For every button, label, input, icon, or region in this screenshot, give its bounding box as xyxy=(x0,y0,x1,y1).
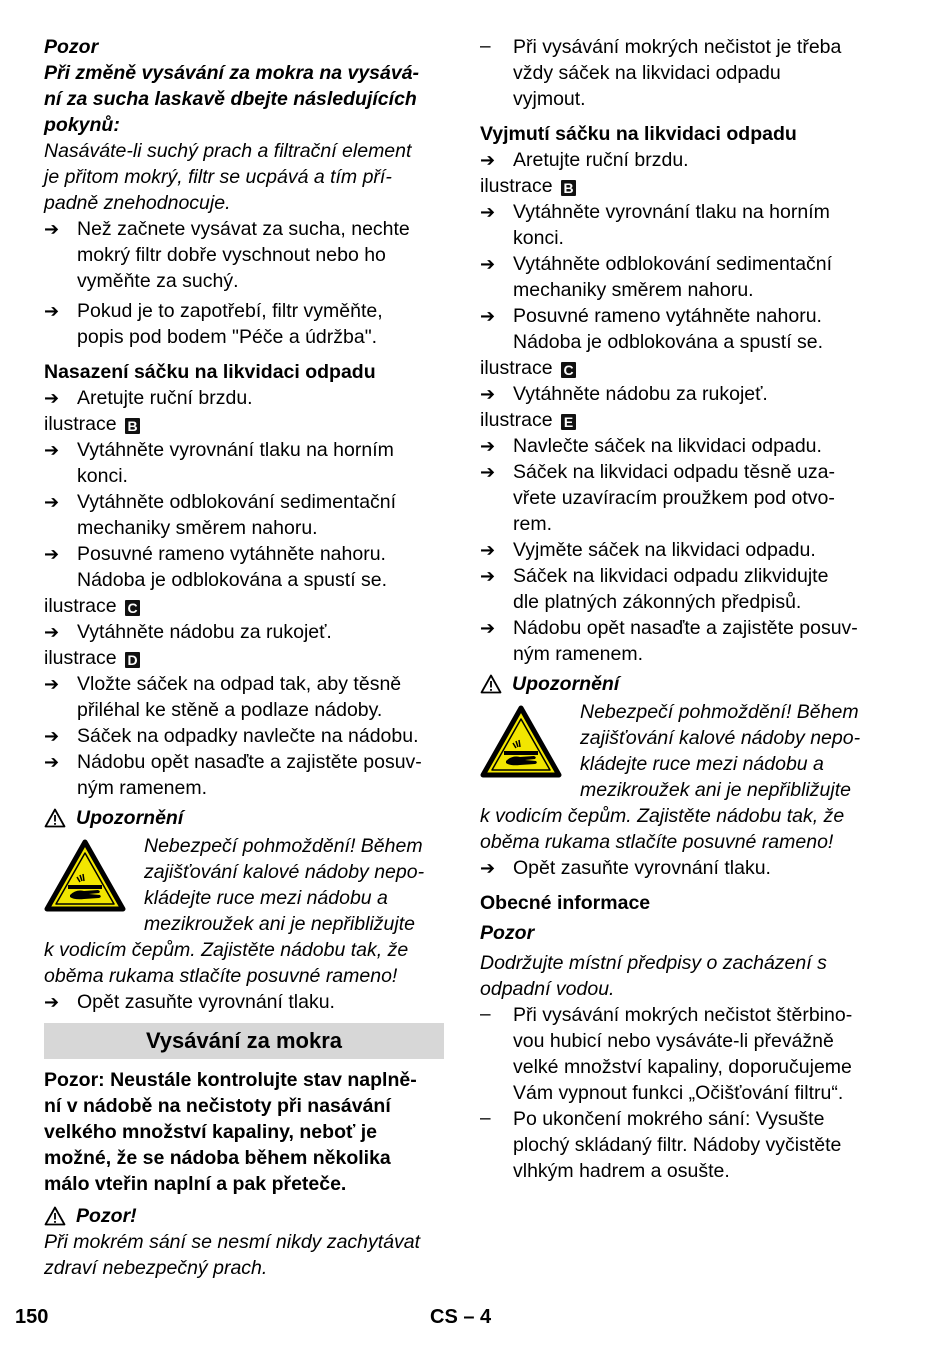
pozor-title: Pozor xyxy=(44,36,99,58)
instruction-step: ➔ Vytáhněte nádobu za rukojeť. xyxy=(480,383,768,405)
instruction-step xyxy=(44,385,444,411)
warning-triangle-icon xyxy=(480,674,502,694)
warning-block: Nebezpečí pohmoždění! Během zajišťování kalové nádoby nepo- kládejte ruce mezi nádobu a mezikroužek ani je nepřibližujte k vodicím čepům. Zajistěte nádobu tak, že oběma rukama stlačíte posuvné rameno! xyxy=(480,701,861,853)
illustration-ref: ilustrace C xyxy=(480,355,880,381)
arrow-icon: ➔ xyxy=(44,726,60,746)
arrow-icon: ➔ xyxy=(44,492,60,512)
illustration-ref: ilustrace B xyxy=(480,173,880,199)
instruction-step: ➔ Nádobu opět nasaďte a zajistěte posuv- ným ramenem. xyxy=(44,751,422,799)
pozor-italic-text xyxy=(44,138,444,216)
text-line: pokynů: xyxy=(44,114,120,136)
arrow-icon: ➔ xyxy=(480,436,496,456)
heading-remove-bag: Vyjmutí sáčku na likvidaci odpadu xyxy=(480,123,797,145)
text-line: popis pod bodem "Péče a údržba". xyxy=(77,326,378,348)
instruction-step: ➔ Vytáhněte odblokování sedimentační mechaniky směrem nahoru. xyxy=(480,253,833,301)
arrow-icon: ➔ xyxy=(480,254,496,274)
pozor-bold-text xyxy=(44,60,444,138)
arrow-icon: ➔ xyxy=(44,752,60,772)
warning-triangle-icon xyxy=(44,1206,66,1226)
illustration-ref: ilustrace C xyxy=(44,593,444,619)
arrow-icon: ➔ xyxy=(44,622,60,642)
warning-triangle-icon xyxy=(44,808,66,828)
figure-c-icon: C xyxy=(125,600,140,616)
instruction-step: ➔ Opět zasuňte vyrovnání tlaku. xyxy=(480,857,771,879)
text-line: mokrý filtr dobře vyschnout nebo ho xyxy=(77,244,386,266)
text-line: ní za sucha laskavě dbejte následujících xyxy=(44,88,417,110)
arrow-icon: ➔ xyxy=(480,462,496,482)
instruction-step: ➔ Vytáhněte vyrovnání tlaku na horním konci. xyxy=(480,201,830,249)
text-line: vyměňte za suchý. xyxy=(77,270,239,292)
instruction-step: ➔ Posuvné rameno vytáhněte nahoru. Nádoba je odblokována a spustí se. xyxy=(480,305,824,353)
hand-crush-hazard-icon xyxy=(480,705,562,779)
instruction-step: ➔ Sáček na likvidaci odpadu těsně uza- vřete uzavíracím proužkem pod otvo- rem. xyxy=(480,461,835,535)
illustration-ref: ilustrace D xyxy=(44,645,444,671)
instruction-step: ➔ Vytáhněte odblokování sedimentační mechaniky směrem nahoru. xyxy=(44,491,397,539)
dash-icon: – xyxy=(480,1004,491,1025)
dash-icon: – xyxy=(480,36,491,57)
heading-general-info: Obecné informace xyxy=(480,892,651,914)
instruction-step: ➔ Opět zasuňte vyrovnání tlaku. xyxy=(44,991,335,1013)
instruction-step: ➔ Posuvné rameno vytáhněte nahoru. Nádoba je odblokována a spustí se. xyxy=(44,543,388,591)
instruction-step xyxy=(44,216,444,294)
illustration-ref: ilustrace E xyxy=(480,407,880,433)
arrow-icon: ➔ xyxy=(480,858,496,878)
figure-b-icon: B xyxy=(561,180,576,196)
warning-title: Upozornění xyxy=(44,805,444,831)
arrow-icon: ➔ xyxy=(480,306,496,326)
arrow-icon: ➔ xyxy=(44,674,60,694)
instruction-step: ➔ Sáček na likvidaci odpadu zlikvidujte dle platných zákonných předpisů. xyxy=(480,565,829,613)
dash-icon: – xyxy=(480,1108,491,1129)
left-column xyxy=(44,34,444,1281)
instruction-step: ➔ Vložte sáček na odpad tak, aby těsně přiléhal ke stěně a podlaze nádoby. xyxy=(44,673,402,721)
arrow-icon: ➔ xyxy=(44,544,60,564)
pozor2-text: Při mokrém sání se nesmí nikdy zachytávat zdraví nebezpečný prach. xyxy=(44,1231,421,1279)
instruction-step: ➔ Vytáhněte vyrovnání tlaku na horním konci. xyxy=(44,439,394,487)
section-title-wet-vacuuming: Vysávání za mokra xyxy=(44,1023,444,1059)
language-page-label: CS – 4 xyxy=(430,1306,492,1328)
right-column xyxy=(480,34,880,1184)
text-line: Při změně vysávání za mokra na vysává- xyxy=(44,62,420,84)
illustration-ref: ilustrace B xyxy=(44,411,444,437)
instruction-step: ➔ Sáček na odpadky navlečte na nádobu. xyxy=(44,725,419,747)
pozor2-title: Pozor! xyxy=(44,1203,444,1229)
arrow-icon: ➔ xyxy=(480,618,496,638)
arrow-icon: ➔ xyxy=(480,540,496,560)
text-line: je přitom mokrý, filtr se ucpává a tím pří- xyxy=(44,166,392,188)
heading-insert-bag: Nasazení sáčku na likvidaci odpadu xyxy=(44,361,376,383)
wet-warning-bold: Pozor: Neustále kontrolujte stav naplně- ní v nádobě na nečistoty při nasávání velkého množství kapaliny, neboť je možné, že se nádoba během několika málo vteřin naplní a pak přeteče. xyxy=(44,1069,417,1195)
instruction-step: ➔ Vytáhněte nádobu za rukojeť. xyxy=(44,621,332,643)
arrow-icon: ➔ xyxy=(480,202,496,222)
figure-d-icon: D xyxy=(125,652,140,668)
figure-e-icon: E xyxy=(561,414,576,430)
arrow-icon: ➔ xyxy=(44,388,60,408)
hand-crush-hazard-icon xyxy=(44,839,126,913)
page-number: 150 xyxy=(15,1306,49,1328)
text-line: Nasáváte-li suchý prach a filtrační element xyxy=(44,140,412,162)
instruction-step: ➔ Vyjměte sáček na likvidaci odpadu. xyxy=(480,539,816,561)
figure-b-icon: B xyxy=(125,418,140,434)
arrow-icon: ➔ xyxy=(480,150,496,170)
instruction-step: ➔ Nádobu opět nasaďte a zajistěte posuv- ným ramenem. xyxy=(480,617,858,665)
dash-list-item: – Při vysávání mokrých nečistot štěrbino- vou hubicí nebo vysáváte-li převážně velké množství kapaliny, doporučujeme Vám vypnout funkci „Očišťování filtru“. xyxy=(480,1004,853,1104)
arrow-icon: ➔ xyxy=(44,440,60,460)
instruction-step: ➔ Navlečte sáček na likvidaci odpadu. xyxy=(480,435,822,457)
arrow-icon: ➔ xyxy=(44,219,60,239)
pozor-title: Pozor xyxy=(480,922,535,944)
text-line: Pokud je to zapotřebí, filtr vyměňte, xyxy=(77,300,383,322)
arrow-icon: ➔ xyxy=(44,301,60,321)
step-text: Aretujte ruční brzdu. xyxy=(77,387,253,409)
dash-list-item: – Po ukončení mokrého sání: Vysušte plochý skládaný filtr. Nádoby vyčistěte vlhkým hadrem a osušte. xyxy=(480,1108,842,1182)
arrow-icon: ➔ xyxy=(44,992,60,1012)
arrow-icon: ➔ xyxy=(480,566,496,586)
instruction-step xyxy=(44,298,444,350)
text-line: padně znehodnocuje. xyxy=(44,192,231,214)
arrow-icon: ➔ xyxy=(480,384,496,404)
warning-title: Upozornění xyxy=(480,671,880,697)
dash-list-item: – Při vysávání mokrých nečistot je třeba vždy sáček na likvidaci odpadu vyjmout. xyxy=(480,36,842,110)
text-line: Než začnete vysávat za sucha, nechte xyxy=(77,218,410,240)
pozor-text: Dodržujte místní předpisy o zacházení s odpadní vodou. xyxy=(480,952,827,1000)
warning-block: Nebezpečí pohmoždění! Během zajišťování kalové nádoby nepo- kládejte ruce mezi nádobu a mezikroužek ani je nepřibližujte k vodicím čepům. Zajistěte nádobu tak, že oběma rukama stlačíte posuvné rameno! xyxy=(44,835,425,987)
instruction-step: ➔ Aretujte ruční brzdu. xyxy=(480,149,689,171)
figure-c-icon: C xyxy=(561,362,576,378)
